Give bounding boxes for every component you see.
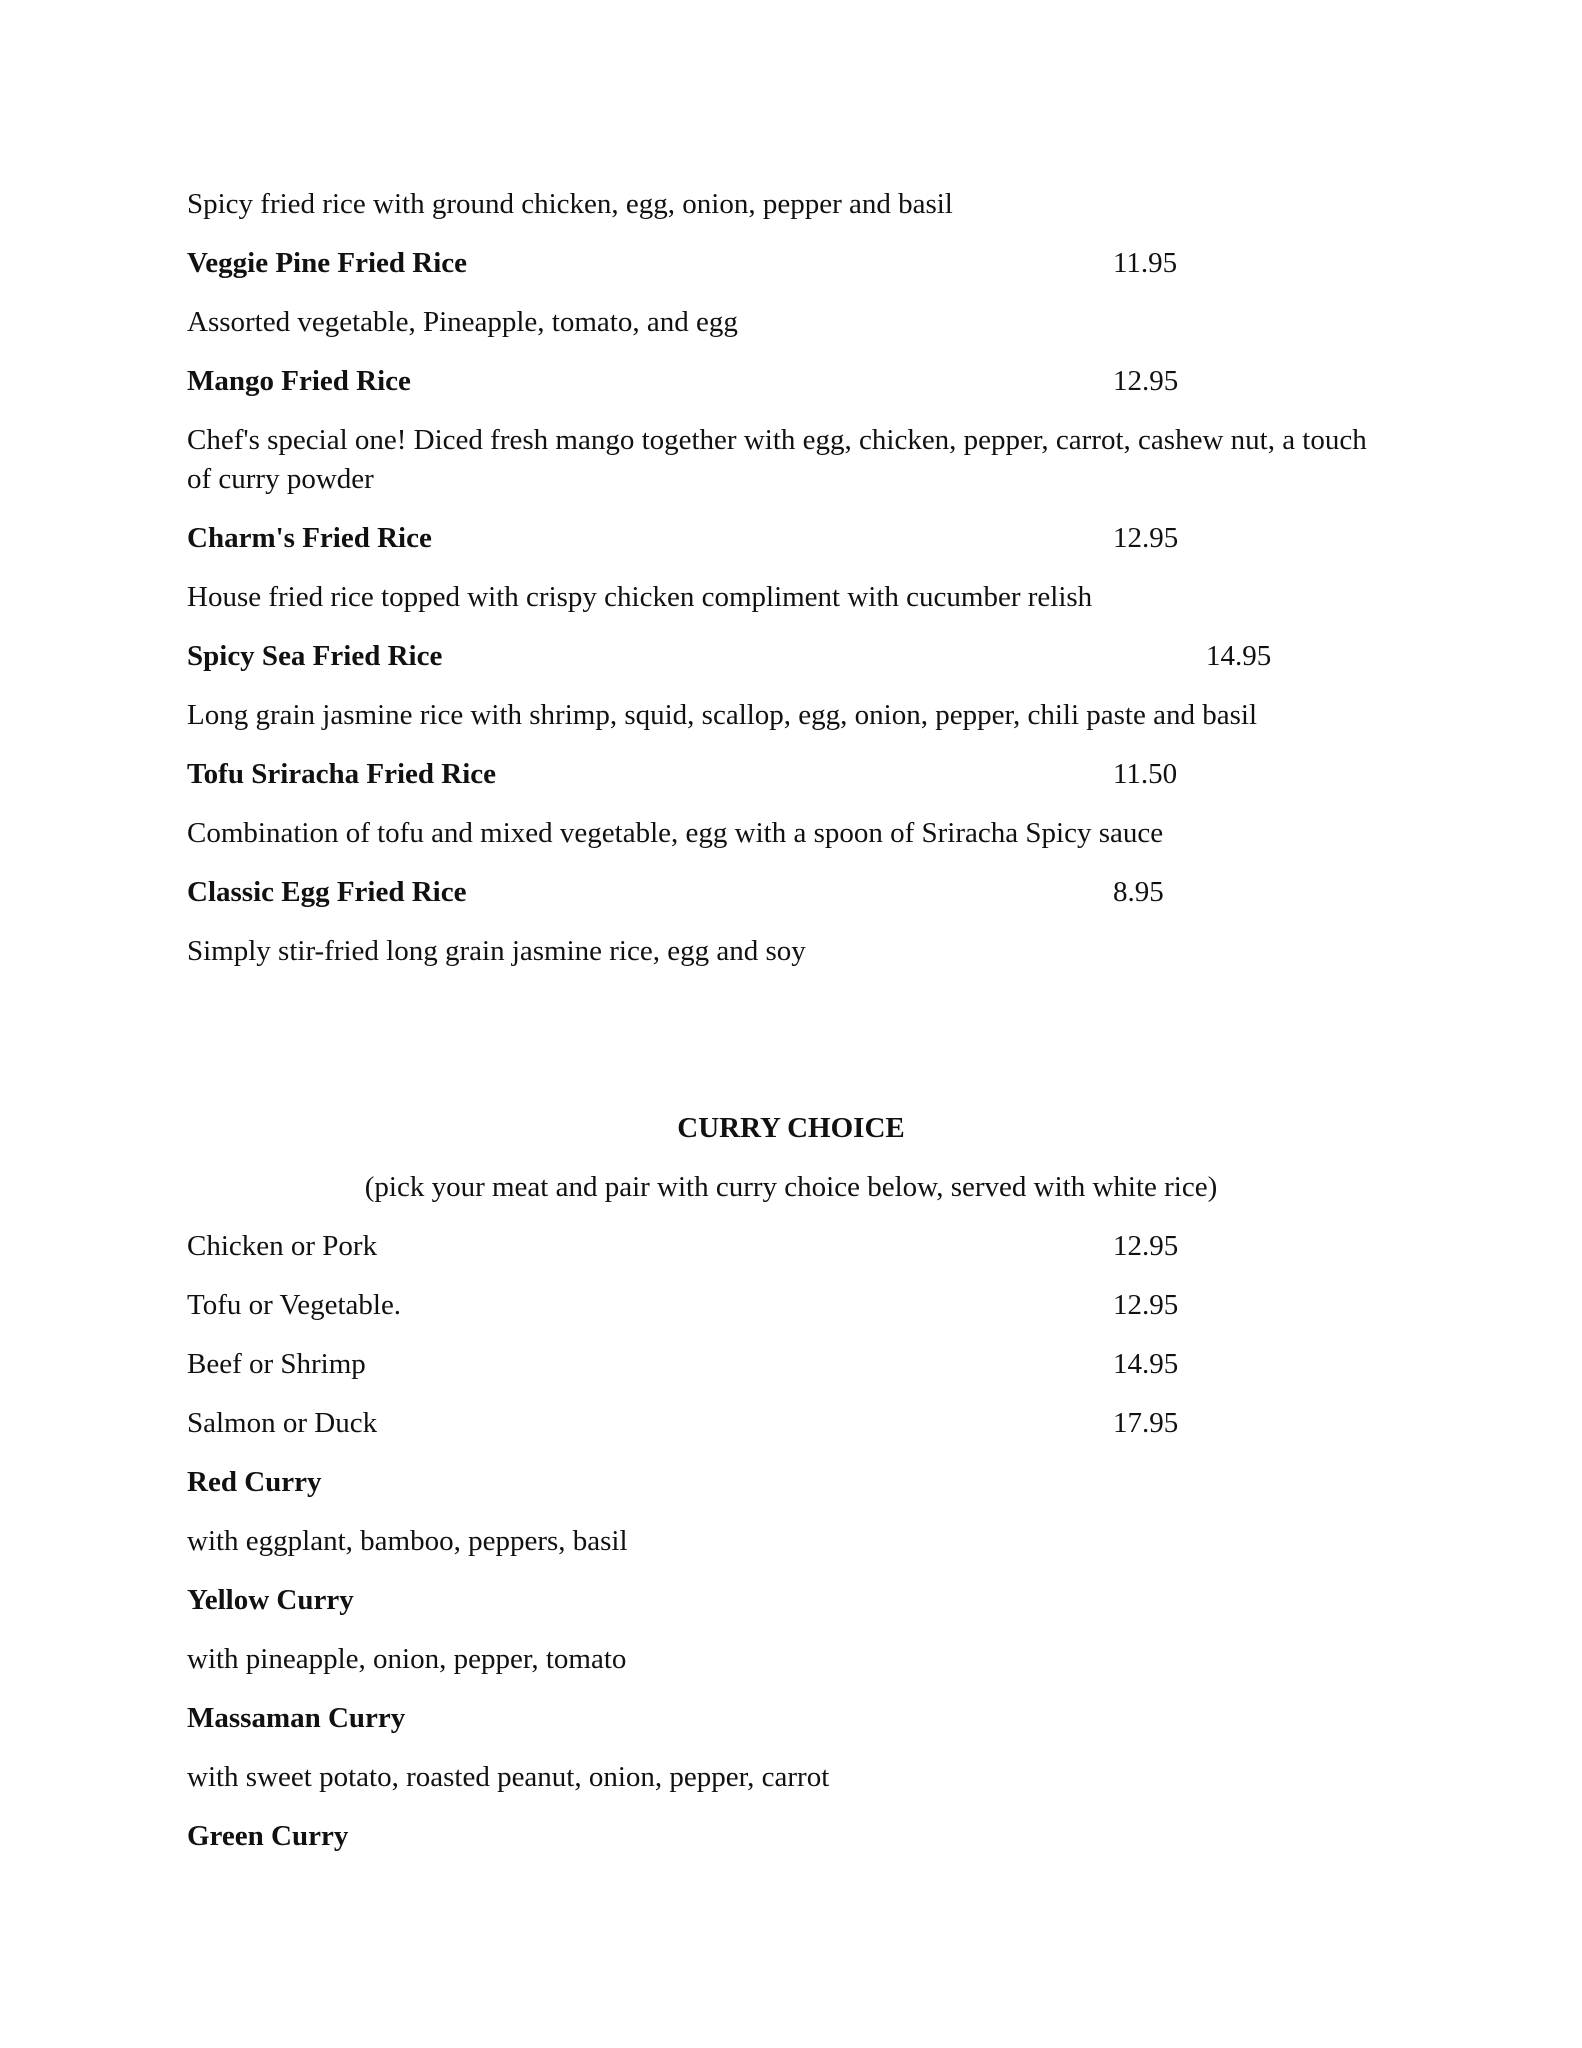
curry-type-name: Red Curry <box>187 1466 322 1498</box>
menu-item-price: 12.95 <box>1113 365 1179 397</box>
section-title: CURRY CHOICE <box>677 1112 905 1144</box>
protein-option-price: 12.95 <box>1113 1289 1179 1321</box>
curry-type-description: with sweet potato, roasted peanut, onion, pepper, carrot <box>187 1761 830 1793</box>
section-subtitle: (pick your meat and pair with curry choice below, served with white rice) <box>364 1171 1218 1203</box>
protein-option-name: Beef or Shrimp <box>187 1348 366 1380</box>
protein-option-price: 17.95 <box>1113 1407 1179 1439</box>
intro-description: Spicy fried rice with ground chicken, egg, onion, pepper and basil <box>187 188 953 220</box>
menu-item-price: 8.95 <box>1113 876 1164 908</box>
menu-item-name: Mango Fried Rice <box>187 365 411 397</box>
menu-item-description: Combination of tofu and mixed vegetable, egg with a spoon of Sriracha Spicy sauce <box>187 817 1164 849</box>
menu-item-name: Charm's Fried Rice <box>187 522 432 554</box>
curry-type-description: with pineapple, onion, pepper, tomato <box>187 1643 627 1675</box>
curry-type-name: Green Curry <box>187 1820 349 1852</box>
protein-option-name: Tofu or Vegetable. <box>187 1289 402 1321</box>
protein-option-price: 14.95 <box>1113 1348 1179 1380</box>
protein-option-name: Chicken or Pork <box>187 1230 378 1262</box>
menu-item-price: 11.50 <box>1113 758 1178 790</box>
menu-item-name: Spicy Sea Fried Rice <box>187 640 443 672</box>
menu-item-price: 11.95 <box>1113 247 1178 279</box>
menu-item-description: House fried rice topped with crispy chicken compliment with cucumber relish <box>187 581 1093 613</box>
curry-type-name: Yellow Curry <box>187 1584 354 1616</box>
curry-type-name: Massaman Curry <box>187 1702 406 1734</box>
protein-option-price: 12.95 <box>1113 1230 1179 1262</box>
curry-type-description: with eggplant, bamboo, peppers, basil <box>187 1525 628 1557</box>
menu-item-description: Simply stir-fried long grain jasmine rice, egg and soy <box>187 935 806 967</box>
menu-item-description: Long grain jasmine rice with shrimp, squid, scallop, egg, onion, pepper, chili paste and basil <box>187 699 1257 731</box>
menu-item-price: 12.95 <box>1113 522 1179 554</box>
menu-item-price: 14.95 <box>1206 640 1272 672</box>
menu-item-name: Tofu Sriracha Fried Rice <box>187 758 497 790</box>
protein-option-name: Salmon or Duck <box>187 1407 378 1439</box>
menu-item-description: Assorted vegetable, Pineapple, tomato, and egg <box>187 306 738 338</box>
menu-item-name: Veggie Pine Fried Rice <box>187 247 467 279</box>
menu-item-description: Chef's special one! Diced fresh mango together with egg, chicken, pepper, carrot, cashew nut, a touch of curry powder <box>187 424 1367 495</box>
menu-item-name: Classic Egg Fried Rice <box>187 876 467 908</box>
